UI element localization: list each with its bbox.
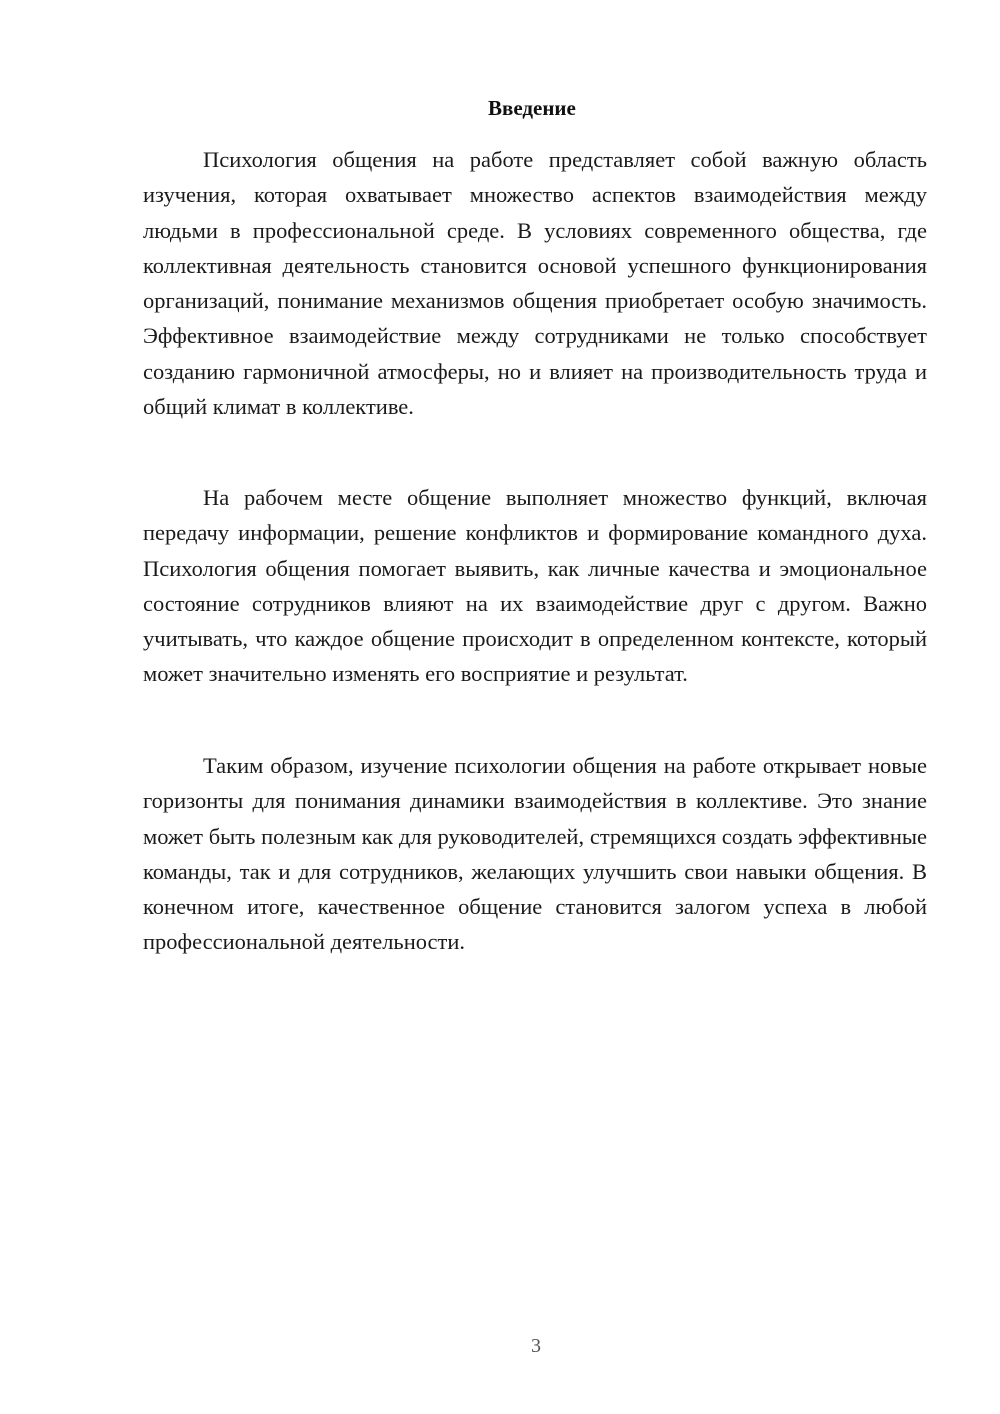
paragraph-1: Психология общения на работе представляет собой важную область изучения, которая охватывает множество аспектов взаимодействия между людьми в профессиональной среде. В условиях современного общества, где коллективная деятельность становится основой успешного функционирования организаций, понимание механизмов общения приобретает особую значимость. Эффективное взаимодействие между сотрудниками не только способствует созданию гармоничной атмосферы, но и влияет на производительность труда и общий климат в коллективе. <box>143 147 927 420</box>
page-number: 3 <box>531 1335 541 1357</box>
paragraph-3: Таким образом, изучение психологии общения на работе открывает новые горизонты для понимания динамики взаимодействия в коллективе. Это знание может быть полезным как для руководителей, стремящихся создать эффективные команды, так и для сотрудников, желающих улучшить свои навыки общения. В конечном итоге, качественное общение становится залогом успеха в любой профессиональной деятельности. <box>143 753 927 955</box>
paragraph-2: На рабочем месте общение выполняет множество функций, включая передачу информации, решение конфликтов и формирование командного духа. Психология общения помогает выявить, как личные качества и эмоциональное состояние сотрудников влияют на их взаимодействие друг с другом. Важно учитывать, что каждое общение происходит в определенном контексте, который может значительно изменять его восприятие и результат. <box>143 485 927 687</box>
section-heading: Введение <box>488 96 576 120</box>
